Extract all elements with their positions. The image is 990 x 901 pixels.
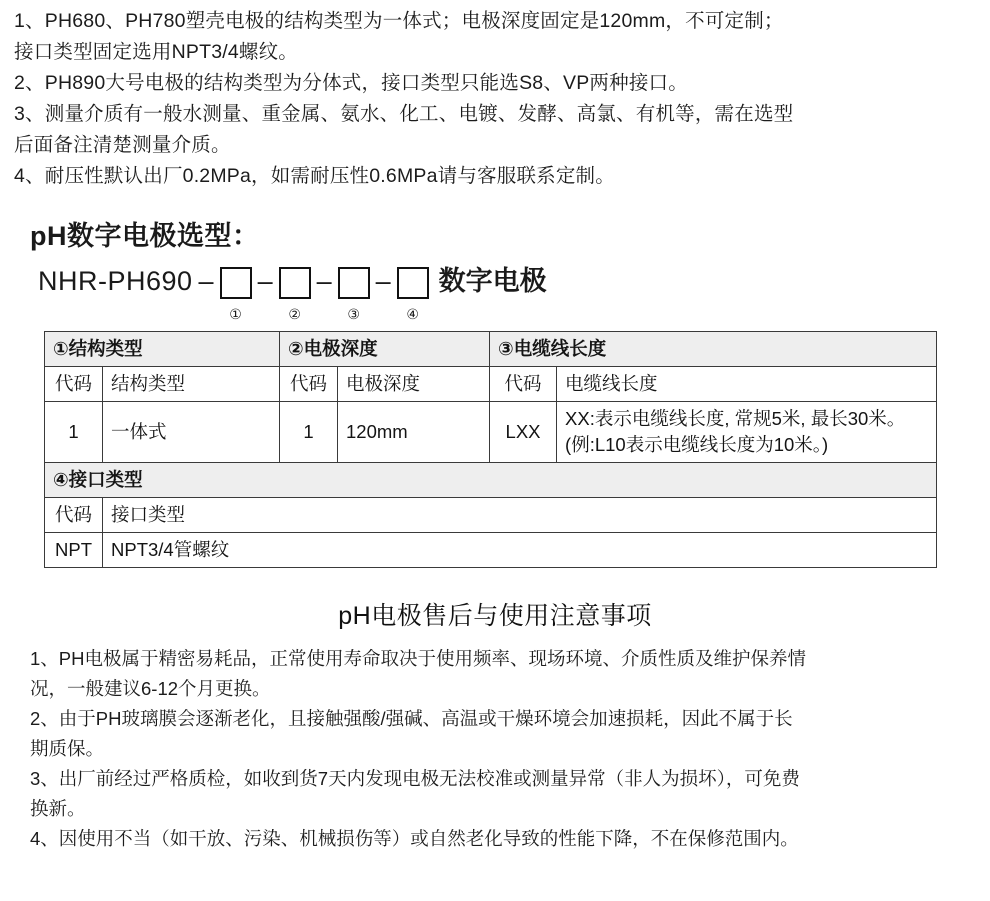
model-slot-1 bbox=[220, 261, 252, 323]
note-line: 1、PH680、PH780塑壳电极的结构类型为一体式；电极深度固定是120mm，不可定制； bbox=[14, 10, 784, 32]
cell-depth-value: 120mm bbox=[338, 402, 490, 463]
cable-value-line-1: XX:表示电缆线长度, 常规5米, 最长30米。 bbox=[565, 408, 906, 429]
model-slot-2 bbox=[279, 261, 311, 323]
col-header-structure: 结构类型 bbox=[103, 367, 280, 402]
top-notes bbox=[0, 0, 990, 192]
dash-separator: – bbox=[316, 266, 332, 296]
col-header-depth: 电极深度 bbox=[338, 367, 490, 402]
cell-structure-value: 一体式 bbox=[103, 402, 280, 463]
model-suffix: 数字电极 bbox=[438, 266, 547, 296]
slot-box-3 bbox=[338, 267, 370, 299]
slot-index-3: ③ bbox=[347, 306, 360, 322]
dash-separator: – bbox=[257, 266, 273, 296]
col-header-code-3: 代码 bbox=[490, 367, 557, 402]
slot-box-4 bbox=[397, 267, 429, 299]
table-row-group-header-interface bbox=[45, 463, 937, 498]
dash-separator: – bbox=[198, 266, 214, 296]
dash-separator: – bbox=[375, 266, 391, 296]
note-line: 后面备注清楚测量介质。 bbox=[14, 134, 231, 156]
cell-cable-value bbox=[557, 402, 937, 463]
col-header-interface: 接口类型 bbox=[103, 498, 937, 533]
after-sales-line: 1、PH电极属于精密易耗品，正常使用寿命取决于使用频率、现场环境、介质性质及维护保养情 bbox=[30, 648, 806, 669]
model-code-row bbox=[38, 261, 990, 322]
model-slot-4 bbox=[397, 261, 429, 323]
group-header-depth: ②电极深度 bbox=[280, 332, 490, 367]
group-header-structure: ①结构类型 bbox=[45, 332, 280, 367]
slot-index-4: ④ bbox=[406, 306, 419, 322]
model-slot-3 bbox=[338, 261, 370, 323]
note-line: 4、耐压性默认出厂0.2MPa，如需耐压性0.6MPa请与客服联系定制。 bbox=[14, 165, 615, 187]
slot-box-1 bbox=[220, 267, 252, 299]
table-row-column-headers bbox=[45, 367, 937, 402]
cell-code-structure: 1 bbox=[45, 402, 103, 463]
slot-index-1: ① bbox=[229, 306, 242, 322]
after-sales-title: pH电极售后与使用注意事项 bbox=[338, 602, 652, 630]
cell-code-cable: LXX bbox=[490, 402, 557, 463]
table-row bbox=[45, 402, 937, 463]
after-sales-line: 况，一般建议6-12个月更换。 bbox=[30, 678, 271, 699]
after-sales-notes bbox=[0, 632, 990, 854]
col-header-cable: 电缆线长度 bbox=[557, 367, 937, 402]
note-line: 接口类型固定选用NPT3/4螺纹。 bbox=[14, 41, 299, 63]
cable-value-line-2: (例:L10表示电缆线长度为10米。) bbox=[565, 434, 829, 455]
col-header-code-2: 代码 bbox=[280, 367, 338, 402]
group-header-interface: ④接口类型 bbox=[45, 463, 937, 498]
col-header-code-4: 代码 bbox=[45, 498, 103, 533]
after-sales-line: 2、由于PH玻璃膜会逐渐老化，且接触强酸/强碱、高温或干燥环境会加速损耗，因此不属于长 bbox=[30, 708, 793, 729]
after-sales-line: 换新。 bbox=[30, 798, 86, 819]
slot-box-2 bbox=[279, 267, 311, 299]
table-row-group-headers bbox=[45, 332, 937, 367]
note-line: 2、PH890大号电极的结构类型为分体式，接口类型只能选S8、VP两种接口。 bbox=[14, 72, 688, 94]
table-row bbox=[45, 533, 937, 568]
section-title: pH数字电极选型： bbox=[30, 221, 260, 251]
model-prefix: NHR-PH690 bbox=[38, 266, 193, 296]
after-sales-line: 期质保。 bbox=[30, 738, 105, 759]
col-header-code-1: 代码 bbox=[45, 367, 103, 402]
after-sales-line: 3、出厂前经过严格质检，如收到货7天内发现电极无法校准或测量异常（非人为损坏），可免费 bbox=[30, 768, 800, 789]
group-header-cable: ③电缆线长度 bbox=[490, 332, 937, 367]
spec-table bbox=[44, 331, 937, 568]
cell-code-interface: NPT bbox=[45, 533, 103, 568]
cell-code-depth: 1 bbox=[280, 402, 338, 463]
table-row-column-headers-interface bbox=[45, 498, 937, 533]
slot-index-2: ② bbox=[288, 306, 301, 322]
after-sales-line: 4、因使用不当（如干放、污染、机械损伤等）或自然老化导致的性能下降，不在保修范围内。 bbox=[30, 828, 799, 849]
cell-interface-value: NPT3/4管螺纹 bbox=[103, 533, 937, 568]
note-line: 3、测量介质有一般水测量、重金属、氨水、化工、电镀、发酵、高氯、有机等，需在选型 bbox=[14, 103, 794, 125]
